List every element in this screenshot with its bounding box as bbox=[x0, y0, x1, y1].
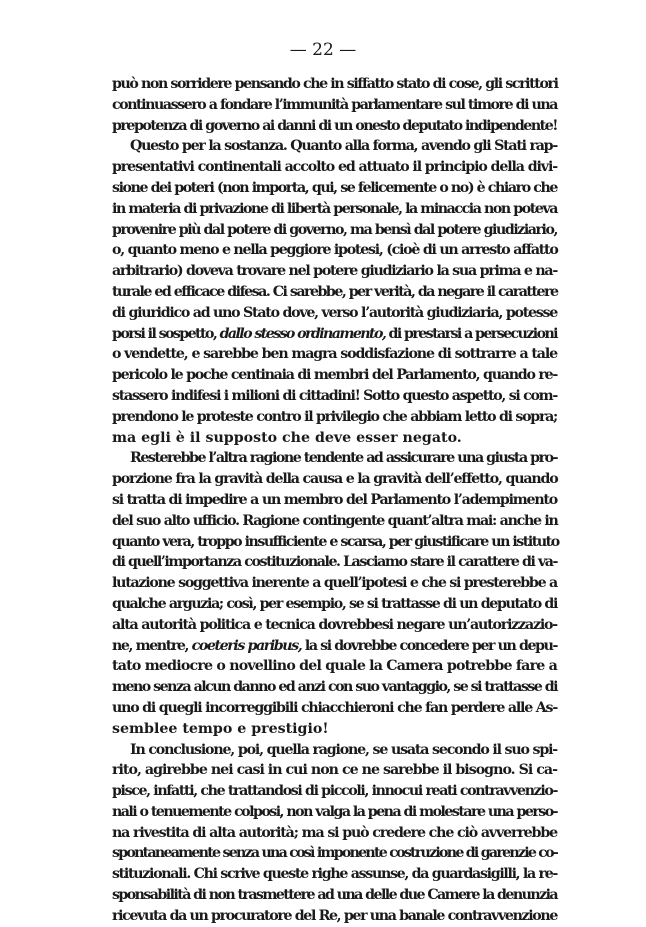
text-segment: di prestarsi a persecuzioni bbox=[385, 325, 557, 342]
text-line: qualche arguzia; così, per esempio, se si trattasse di un deputato di bbox=[112, 595, 557, 612]
text-line: di quell’importanza costituzionale. Lasciamo stare il carattere di va- bbox=[112, 554, 557, 571]
italic-phrase: dallo stesso ordinamento, bbox=[219, 325, 386, 342]
text-line: o, quanto meno e nella peggiore ipotesi, (cioè di un arresto affatto bbox=[112, 242, 558, 259]
text-line bbox=[112, 324, 557, 345]
text-line: prepotenza di governo ai danni di un onesto deputato indipendente! bbox=[112, 117, 557, 134]
text-line: alta autorità politica e tecnica dovrebbesi negare un’autorizzazio- bbox=[112, 616, 557, 633]
text-segment: porsi il sospetto, bbox=[112, 325, 220, 342]
paragraph bbox=[112, 740, 557, 927]
text-line: pericolo le poche centinaia di membri del Parlamento, quando re- bbox=[112, 367, 557, 384]
text-line: provenire più dal potere di governo, ma bensì dal potere giudiziario, bbox=[112, 221, 557, 238]
text-line: pisce, infatti, che trattandosi di piccoli, innocui reati contravvenzio- bbox=[112, 783, 557, 800]
text-line: continuassero a fondare l’immunità parlamentare sul timore di una bbox=[112, 96, 557, 113]
paragraph bbox=[112, 74, 557, 136]
text-line: quanto vera, troppo insufficiente e scarsa, per giustificare un istituto bbox=[112, 533, 559, 550]
text-line: stassero indifesi i milioni di cittadini! Sotto questo aspetto, si com- bbox=[112, 387, 557, 404]
text-line: di giuridico ad uno Stato dove, verso l’autorità giudiziaria, potesse bbox=[112, 304, 557, 321]
text-line: rito, agirebbe nei casi in cui non ce ne sarebbe il bisogno. Si ca- bbox=[112, 762, 557, 779]
text-line: lutazione soggettiva inerente a quell’ipotesi e che si presterebbe a bbox=[112, 575, 557, 592]
body-text bbox=[112, 74, 557, 927]
text-line: Resterebbe l’altra ragione tendente ad assicurare una giusta pro- bbox=[130, 450, 557, 467]
text-line: nali o tenuemente colposi, non valga la pena di molestare una perso- bbox=[112, 803, 557, 820]
text-line: stituzionali. Chi scrive queste righe assunse, da guardasigilli, la re- bbox=[112, 866, 557, 883]
text-line: ricevuta da un procuratore del Re, per una banale contravvenzione bbox=[112, 907, 557, 924]
paragraph bbox=[112, 448, 557, 739]
paragraph bbox=[112, 136, 557, 448]
text-line: In conclusione, poi, quella ragione, se usata secondo il suo spi- bbox=[130, 741, 557, 758]
text-line: arbitrario) doveva trovare nel potere giudiziario la sua prima e na- bbox=[112, 263, 557, 280]
page-number: — 22 — bbox=[289, 40, 357, 60]
text-line: meno senza alcun danno ed anzi con suo vantaggio, se si trattasse di bbox=[112, 679, 557, 696]
italic-phrase: coeteris paribus, bbox=[191, 637, 302, 654]
text-line: del suo alto ufficio. Ragione contingente quant’altra mai: anche in bbox=[112, 512, 558, 529]
text-line: na rivestita di alta autorità; ma si può credere che ciò avverrebbe bbox=[112, 824, 557, 841]
text-line: sione dei poteri (non importa, qui, se felicemente o no) è chiaro che bbox=[112, 179, 557, 196]
text-line: porzione fra la gravità della causa e la gravità dell’effetto, quando bbox=[112, 471, 558, 488]
text-line: ma egli è il supposto che deve esser negato. bbox=[112, 429, 462, 446]
text-line: uno di quegli incorreggibili chiacchieroni che fan perdere alle As- bbox=[112, 699, 557, 716]
text-line: in materia di privazione di libertà personale, la minaccia non poteva bbox=[112, 200, 557, 217]
text-line: si tratta di impedire a un membro del Parlamento l’adempimento bbox=[112, 491, 557, 508]
text-line bbox=[112, 636, 557, 657]
text-segment: ne, mentre, bbox=[112, 637, 192, 654]
text-segment: la si dovrebbe concedere per un depu- bbox=[301, 637, 558, 654]
text-line: turale ed efficace difesa. Ci sarebbe, per verità, da negare il carattere bbox=[112, 283, 558, 300]
text-line: o vendette, e sarebbe ben magra soddisfazione di sottrarre a tale bbox=[112, 346, 557, 363]
text-line: spontaneamente senza una così imponente costruzione di garenzie co- bbox=[112, 845, 557, 862]
text-line: tato mediocre o novellino del quale la Camera potrebbe fare a bbox=[112, 658, 557, 675]
text-line: prendono le proteste contro il privilegio che abbiam letto di sopra; bbox=[112, 408, 557, 425]
text-line: può non sorridere pensando che in siffatto stato di cose, gli scrittori bbox=[112, 76, 558, 92]
text-line: semblee tempo e prestigio! bbox=[112, 720, 329, 737]
text-line: Questo per la sostanza. Quanto alla forma, avendo gli Stati rap- bbox=[130, 138, 557, 155]
text-line: sponsabilità di non trasmettere ad una delle due Camere la denunzia bbox=[112, 887, 557, 904]
text-line: presentativi continentali accolto ed attuato il principio della divi- bbox=[112, 159, 557, 176]
